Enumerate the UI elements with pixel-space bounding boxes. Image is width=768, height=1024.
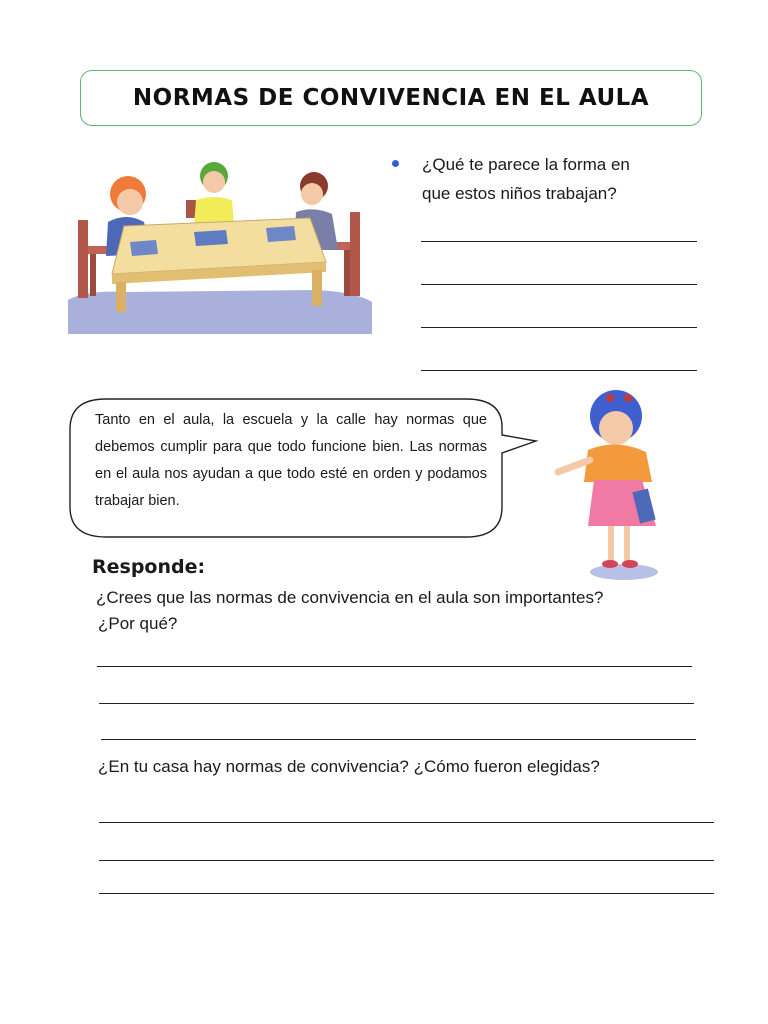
answer-line-q2-1[interactable] — [97, 666, 692, 667]
girl-illustration — [548, 386, 670, 582]
answer-line-q1-2[interactable] — [421, 284, 697, 285]
answer-line-q2-2[interactable] — [99, 703, 694, 704]
question-1-line-2: que estos niños trabajan? — [422, 184, 617, 203]
question-2-line-2: ¿Por qué? — [98, 614, 178, 633]
answer-line-q2-3[interactable] — [101, 739, 696, 740]
responde-heading: Responde: — [92, 556, 206, 578]
answer-line-q3-1[interactable] — [99, 822, 714, 823]
bullet-icon — [392, 160, 399, 167]
page-title: NORMAS DE CONVIVENCIA EN EL AULA — [132, 85, 650, 111]
children-table-illustration — [66, 150, 376, 336]
question-1 — [392, 150, 712, 208]
title-box — [80, 70, 702, 126]
answer-line-q1-4[interactable] — [421, 370, 697, 371]
question-2-line-1: ¿Crees que las normas de convivencia en el aula son importantes? — [96, 588, 604, 607]
answer-line-q1-3[interactable] — [421, 327, 697, 328]
answer-line-q3-2[interactable] — [99, 860, 714, 861]
question-2 — [96, 585, 696, 637]
answer-line-q3-3[interactable] — [99, 893, 714, 894]
answer-line-q1-1[interactable] — [421, 241, 697, 242]
question-3: ¿En tu casa hay normas de convivencia? ¿Cómo fueron elegidas? — [98, 757, 600, 776]
speech-bubble-text: Tanto en el aula, la escuela y la calle hay normas que debemos cumplir para que todo funcione bien. Las normas en el aula nos ayudan a que todo esté en orden y podamos trabajar bien. — [95, 412, 487, 509]
question-1-line-1: ¿Qué te parece la forma en — [422, 155, 630, 174]
